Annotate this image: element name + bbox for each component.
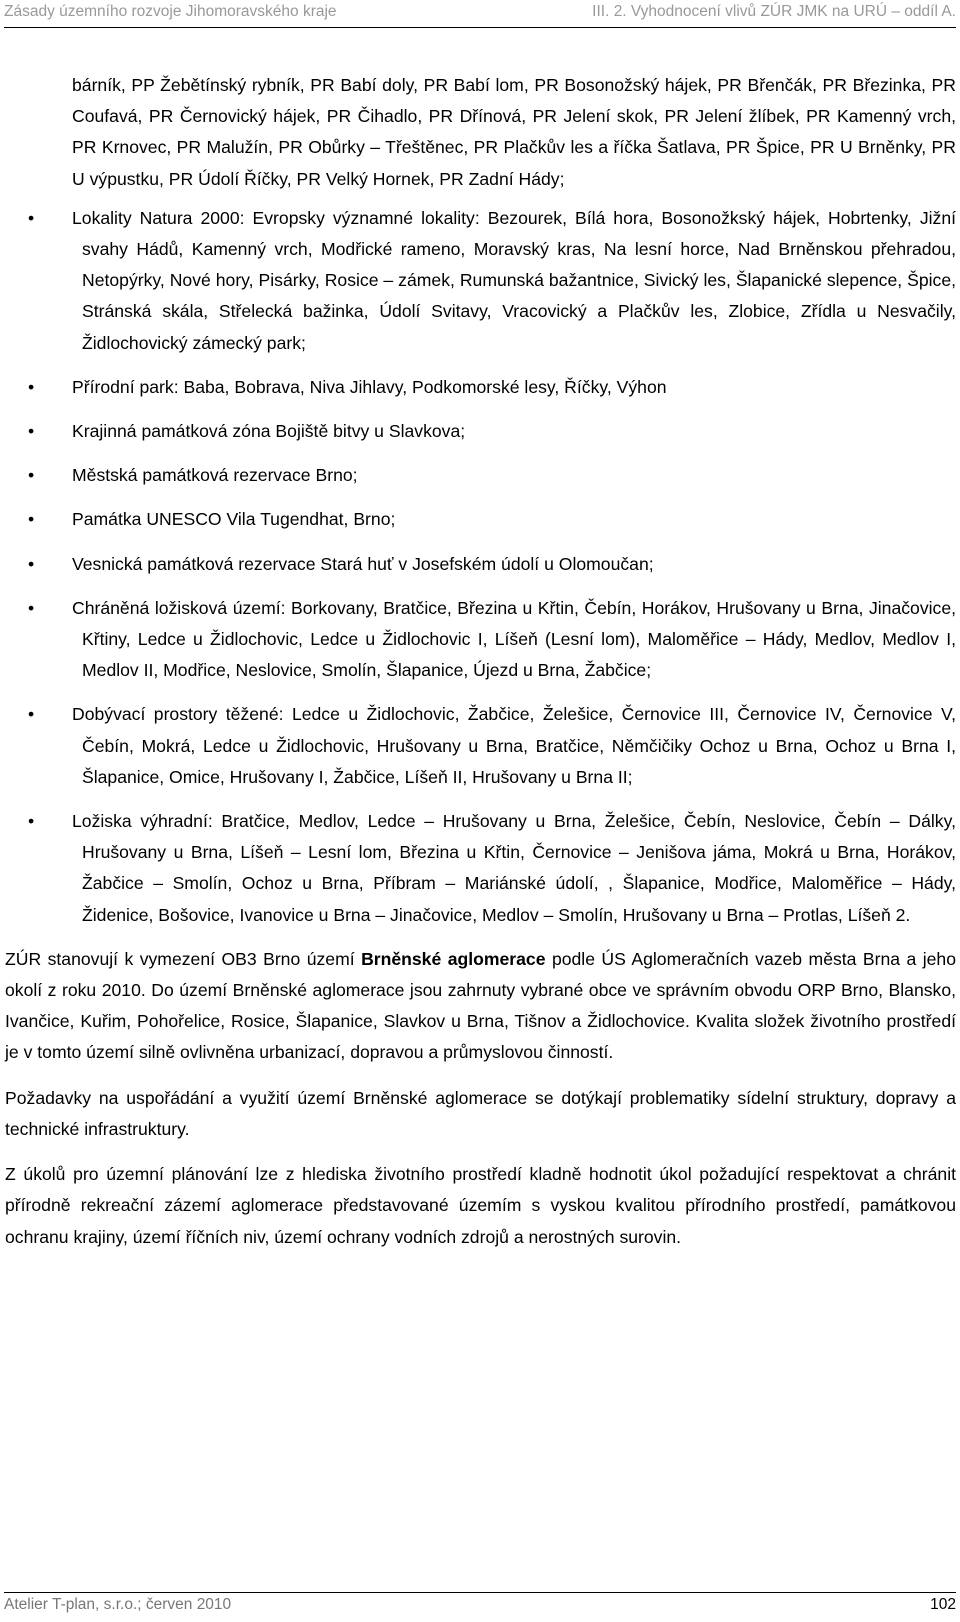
footer-author-date: Atelier T-plan, s.r.o.; červen 2010 [4,1596,232,1613]
list-item [0,460,956,491]
bullet-icon: • [28,376,35,397]
list-item-text: Dobývací prostory těžené: Ledce u Židlochovic, Žabčice, Želešice, Černovice III, Černovice IV, Černovice V, Čebín, Mokrá, Ledce u Židlochovic, Hrušovany u Brna, Bratčice, Němčičiky Ochoz u Brna, Ochoz u Brna I, Šlapanice, Omice, Hrušovany I, Žabčice, Líšeň II, Hrušovany u Brna II; [72,704,956,787]
page-footer [4,1592,956,1622]
bullet-icon: • [28,704,35,725]
header-document-title: Zásady územního rozvoje Jihomoravského kraje [4,3,337,20]
paragraph-pozadavky: Požadavky na uspořádání a využití území Brněnské aglomerace se dotýkají problematiky sídelní struktury, dopravy a technické infrastruktury. [5,1087,956,1139]
bullet-icon: • [28,207,35,228]
paragraph-aglomerace [5,944,956,1069]
bullet-icon: • [28,553,35,574]
list-item-text: Přírodní park: Baba, Bobrava, Niva Jihlavy, Podkomorské lesy, Říčky, Výhon [72,376,667,397]
bullet-icon: • [28,421,35,442]
bullet-list [0,203,960,931]
bullet-icon: • [28,465,35,486]
list-item [0,504,956,535]
bullet-icon: • [28,597,35,618]
list-item-text: Vesnická památková rezervace Stará huť v Josefském údolí u Olomoučan; [72,553,654,574]
list-item [0,416,956,447]
list-item-text: Chráněná ložisková území: Borkovany, Bratčice, Březina u Křtin, Čebín, Horákov, Hrušovany u Brna, Jinačovice, Křtiny, Ledce u Židlochovic, Ledce u Židlochovic I, Líšeň (Lesní lom), Maloměřice – Hády, Medlov, Medlov I, Medlov II, Modřice, Neslovice, Smolín, Šlapanice, Újezd u Brna, Žabčice; [72,597,956,681]
paragraph-bold-term: Brněnské aglomerace [361,948,546,969]
page-header [4,0,956,28]
list-item [0,372,956,403]
list-item [0,593,956,687]
paragraph-text: podle ÚS Aglomeračních vazeb města Brna a jeho okolí z roku 2010. Do území Brněnské aglomerace jsou zahrnuty vybrané obce ve správním obvodu ORP Brno, Blansko, Ivančice, Kuřim, Pohořelice, Rosice, Šlapanice, Slavkov u Brna, Tišnov a Židlochovice. Kvalita složek životního prostředí je v tomto území silně ovlivněna urbanizací, dopravou a průmyslovou činností. [5,948,956,1063]
list-item [0,203,956,359]
header-section-title: III. 2. Vyhodnocení vlivů ZÚR JMK na URÚ – oddíl A. [592,3,956,20]
list-item-text: Krajinná památková zóna Bojiště bitvy u Slavkova; [72,421,466,442]
list-item-text: Ložiska výhradní: Bratčice, Medlov, Ledce – Hrušovany u Brna, Želešice, Čebín, Neslovice, Čebín – Dálky, Hrušovany u Brna, Líšeň – Lesní lom, Březina u Křtin, Černovice – Jenišova jáma, Mokrá u Brna, Horákov, Žabčice – Smolín, Ochoz u Brna, Příbram – Mariánské údolí, , Šlapanice, Modřice, Maloměřice – Hády, Židenice, Bošovice, Ivanovice u Brna – Jinačovice, Medlov – Smolín, Hrušovany u Brna – Protlas, Líšeň 2. [72,811,956,925]
continuation-text: bárník, PP Žebětínský rybník, PR Babí doly, PR Babí lom, PR Bosonožský hájek, PR Břenčák, PR Březinka, PR Coufavá, PR Černovický hájek, PR Čihadlo, PR Dřínová, PR Jelení skok, PR Jelení žlíbek, PR Kamenný vrch, PR Krnovec, PR Malužín, PR Obůrky – Třeštěnec, PR Plačkův les a říčka Šatlava, PR Špice, PR U Brněnky, PR U výpustku, PR Údolí Říčky, PR Velký Hornek, PR Zadní Hády; [72,75,956,189]
list-item [0,699,956,793]
list-item [0,549,956,580]
bullet-icon: • [28,811,35,832]
list-item-text: Památka UNESCO Vila Tugendhat, Brno; [72,509,396,530]
bullet-icon: • [28,509,35,530]
list-item-text: Městská památková rezervace Brno; [72,465,358,486]
paragraph-ukoly: Z úkolů pro územní plánování lze z hlediska životního prostředí kladně hodnotit úkol požadující respektovat a chránit přírodně rekreační zázemí aglomerace představované územím s vyskou kvalitou přírodního prostředí, památkovou ochranu krajiny, území říčních niv, území ochrany vodních zdrojů a nerostných surovin. [5,1164,956,1247]
paragraph-text: ZÚR stanovují k vymezení OB3 Brno území [5,948,362,969]
page-number: 102 [930,1596,956,1613]
page-content [0,70,960,1253]
list-item-text: Lokality Natura 2000: Evropsky významné lokality: Bezourek, Bílá hora, Bosonožkský hájek, Hobrtenky, Jižní svahy Hádů, Kamenný vrch, Modřické rameno, Moravský kras, Na lesní horce, Nad Brněnskou přehradou, Netopýrky, Nové hory, Pisárky, Rosice – zámek, Rumunská bažantnice, Sivický les, Šlapanické slepence, Špice, Stránská skála, Střelecká bažinka, Údolí Svitavy, Vracovický a Plačkův les, Zlobice, Zřídla u Nesvačily, Židlochovický zámecký park; [72,207,956,353]
list-item [0,806,956,931]
